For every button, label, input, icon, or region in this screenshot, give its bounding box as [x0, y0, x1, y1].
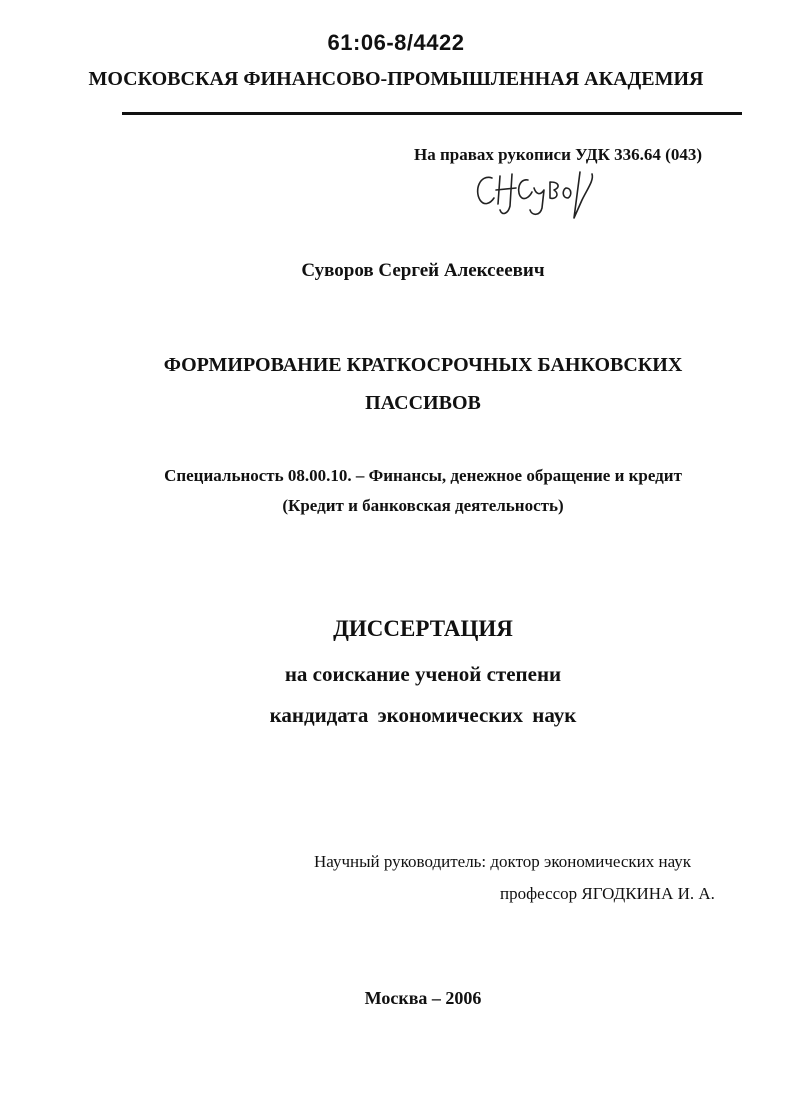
degree-line-1: на соискание ученой степени	[284, 662, 562, 686]
city-year: Москва – 2006	[364, 988, 482, 1008]
academy-name: МОСКОВСКАЯ ФИНАНСОВО-ПРОМЫШЛЕННАЯ АКАДЕМИЯ	[88, 68, 704, 90]
handwritten-signature	[470, 160, 600, 229]
degree-line-2: кандидата экономических наук	[269, 703, 577, 727]
supervisor-line-1: Научный руководитель: доктор экономических наук	[314, 852, 692, 871]
catalog-number: 61:06-8/4422	[327, 30, 465, 55]
dissertation-heading: ДИССЕРТАЦИЯ	[333, 616, 513, 641]
header-divider	[122, 112, 742, 115]
thesis-title-line-2: ПАССИВОВ	[365, 392, 481, 414]
specialty-subline: (Кредит и банковская деятельность)	[282, 496, 564, 515]
udk-line: На правах рукописи УДК 336.64 (043)	[414, 145, 702, 164]
thesis-title-line-1: ФОРМИРОВАНИЕ КРАТКОСРОЧНЫХ БАНКОВСКИХ	[163, 354, 683, 376]
specialty-line: Специальность 08.00.10. – Финансы, денежное обращение и кредит	[164, 466, 682, 485]
supervisor-line-2: профессор ЯГОДКИНА И. А.	[500, 884, 715, 903]
author-name: Суворов Сергей Алексеевич	[301, 260, 545, 281]
